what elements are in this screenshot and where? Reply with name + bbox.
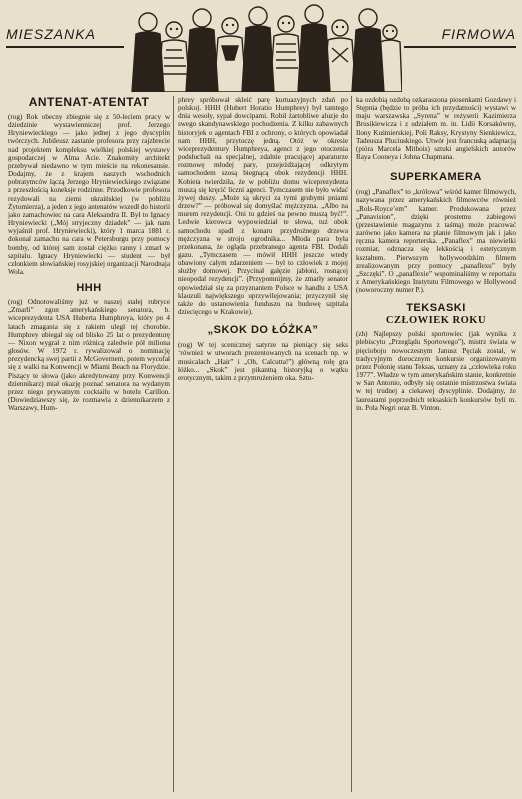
section-title-right: FIRMOWA xyxy=(441,26,516,42)
article-body-teksaski: (zh) Najlepszy polski sportowiec (jak wynika z plebiscytu „Przeglądu Sportowego”), mistrz świata w pięcioboju nowoczesnym Janusz Pęciak został, w tradycyjnym dorocznym konkursie organizowanym przez Polonię stanu Teksas, uznany za „człowieka roku 1977”. Władze w tym amerykańskim stanie, konkretnie w San Antonio, odbyły się ostatnie mistrzostwa świata w tej trudnej a ciekawej dyscyplinie. Dodajmy, że laureatami poprzednich teksaskich konkursów byli m. in. Pola Negri oraz B. Vinton. xyxy=(356,330,516,412)
column-2 xyxy=(178,96,348,382)
article-body-antenat-atentat: (rog) Rok obecny zbiegnie się z 50-leciem pracy w dziedzinie wystawienniczej prof. Jerzego Hryniewieckiego — jako jednej z jego dyscyplin twórczych. Jubileusz zastanie profesora przy rajzbrecie nad projektem kompleksu wielkiej polskiej wystawy gospodarczej w Alma Acie. Znakomity architekt przebywał niedawno w tym mieście na rekonesansie. Dodajmy, że z krajem naszych wschodnich pobratymców łączą Jerzego Hryniewieckiego związane z przeszłością koneksje rodzinne. Przodkowie profesora rezydowali na ziemi ukraińskiej (w pobliżu Żytomierza), a jeden z jego antenatów wszedł do historii jako zamachowiec na cara Aleksandra II. Był to Ignacy Hryniewiecki („Mój stryjeczny dziadek” — jak nam wyjaśnił prof. Hryniewiecki), który 1 marca 1881 r. dokonał zamachu na cara w Petersburgu przy pomocy bomby, od której sam został ciężko ranny i zmarł w szpitalu. Ignacy Hryniewiecki — student — był członkiem słowiańskiej rosyjskiej organizacji Narodnaja Wola. xyxy=(8,113,170,276)
article-body-hhh-continued: phrey spróbował skleić parę kurtuazyjnych zdań po polsku). HHH (Hubert Horatio Humphrey) był tamtego dnia wesoły, sypał dowcipami. Robił żartobliwe aluzje do swego skandynawskiego pochodzenia. Z kilku zabawnych historyjek o agentach FBI z ochrony, o których opowiadał nam HHH, przytoczę jedną. Otóż w okresie wiceprezydentury Humphreya, agenci z jego otoczenia podsłuchali na specjalnej, zdalnie pracującej aparaturze rozmowę młodej pary, przejeżdżającej odkrytym samochodem szosą biegnącą obok rezydencji HHH. Kobieta twierdziła, że w pobliżu domu wiceprezydenta muszą się kręcić liczni agenci. Tymczasem nie było widać żywej duszy. „Może są ukryci za tymi grubymi pniami drzew?” — próbował się domyślać mężczyzna. „Albo na murem rezydencji. Oni tu gdzieś na pewno muszą być!”. Ledwie kierowca wypowiedział te słowa, tuż obok samochodu spadł z konaru przydrożnego drzewa mężczyzna w stroju ogrodnika... Młoda para była przekonana, że ogląda przebranego agenta FBI. Dodali gazu. „Tymczasem — mówił HHH jeszcze wtedy ubawiony całym zdarzeniem — był to człowiek z mojej służby domowej. Przycinał gałęzie jabłoni, rosnącej nieopodal rezydencji”. (Przypomnijmy, że zmarły senator opowiedział się za przyznaniem Polsce w handlu z USA klauzuli największego uprzywilejowania; przyczynił się także do ustanowienia funduszu na budowę szpitala dziecięcego w Krakowie). xyxy=(178,96,348,317)
article-headline-skok-do-lozka: „SKOK DO ŁÓŻKA” xyxy=(207,324,319,337)
section-title-left: MIESZANKA xyxy=(6,26,96,42)
article-body-superkamera: (rog) „Panaflex” to „królowa” wśród kamer filmowych, nazywana przez amerykańskich filmowców również „Rols-Royce’em” kamer. Produkowana przez „Panavision”, dzięki prostemu zabiegowi (przestawienie magazynu z taśmą) może pracować zarówno jako kamera na planie filmowym jak i jako ręczna kamera reporterska. „Panaflex” ma niewielki rozmiar, odznacza się lekkością i estetycznym kształtem. Pierwszym hollywoodzkim filmem zrealizowanym przy pomocy „panaflexu” były „Szczęki”. O „panaflexie” wspominaliśmy w reportażu z Amerykańskiego Instytutu Filmowego w Hollywood (noworoczny numer P.). xyxy=(356,188,516,295)
article-body-skok-do-lozka: (rog) W tej scenicznej satyrze na pieniący się seks ‘również w utworach prezentowanych na scenach np. w musicalach „Hair” i „Oh, Calcutta!”) główną rolę gra łóżko... „Skok” jest pikantną historyjką o wątku erotycznym, takim z przymrużeniem oka. Sztu- xyxy=(178,341,348,382)
article-headline-antenat-atentat: ANTENAT-ATENTAT xyxy=(28,95,150,109)
column-divider-1 xyxy=(173,96,174,792)
masthead-rule-left xyxy=(6,46,124,48)
article-subheadline-czlowiek-roku: CZŁOWIEK ROKU xyxy=(385,315,487,327)
column-divider-2 xyxy=(351,96,352,792)
masthead-illustration xyxy=(126,0,402,92)
article-body-skok-do-lozka-continued: ka ozdobią ozdobą ozkaraszona piosenkami Gozdawy i Stępnia (będzie to próba ich przydatności) wystawi w maju warszawska „Syrena” w reżyserii Kazimierza Brusikiewicza i z udziałem m. in. Lidii Korsakówny, Ilony Kuśmierskiej, Poli Raksy, Krystyny Sienkiewicz, Tadeusza Pluciuskiego. Utwór jest francuską adaptacją (pióra Marcela Mithois) sztuki angielskich autorów Raya Cooneya i Johna Chapmana. xyxy=(356,96,516,162)
masthead xyxy=(0,0,522,92)
column-1 xyxy=(8,96,170,412)
article-body-hhh: (rog) Odnotowaliśmy już w naszej stałej rubryce „Zmarli” zgon amerykańskiego senatora, b. wiceprezydenta USA Huberta Humphreya, który po 4 latach zmagania się z rakiem uległ tej chorobie. Humphrey ubiegał się od blisko 25 lat o prezydenturę — Nixon wygrał z nim różnicą zaledwie pół miliona głosów. W 1972 r. rywalizował o nominację prezydencką swej partii z McGovernem, potem wycofał się z walki na Konwencji w Miami Beach na Florydzie. Piszący te słowa (jako akredytowany przy Konwencji dziennikarz) miał okazję poznać senatora na wydanym przez niego prywatnym cocktailu w hotelu Carillon. (Dowiedziawszy się, że rozmawia z dziennikarzem z Warszawy, Hum- xyxy=(8,298,170,413)
article-headline-teksaski: TEKSASKI xyxy=(406,302,466,315)
column-3 xyxy=(356,96,516,412)
masthead-rule-right xyxy=(404,46,516,48)
article-headline-hhh: HHH xyxy=(76,282,102,295)
article-headline-superkamera: SUPERKAMERA xyxy=(390,171,482,184)
